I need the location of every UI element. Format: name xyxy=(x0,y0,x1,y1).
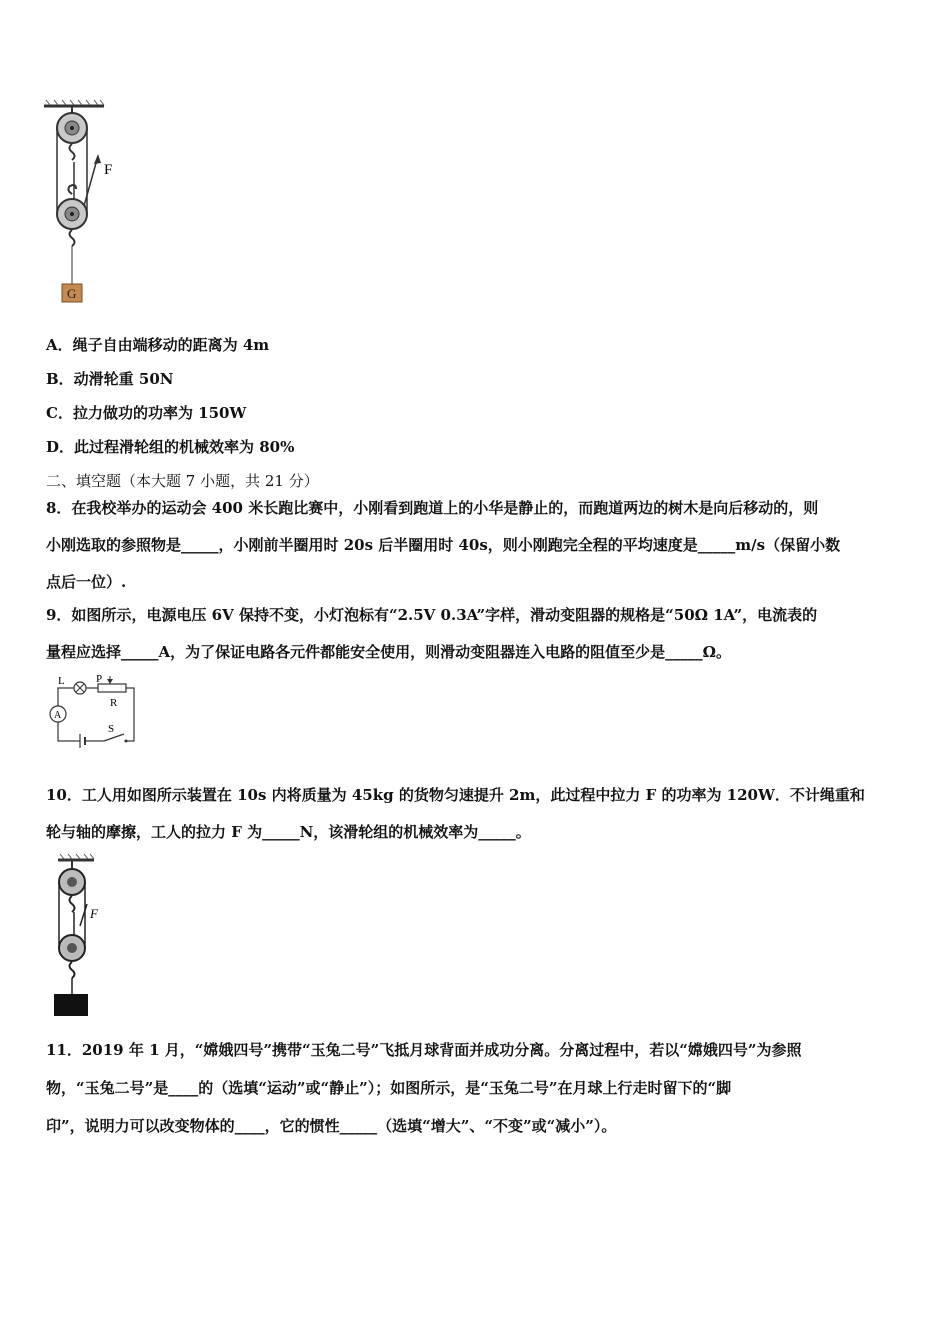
lamp-label: L xyxy=(58,675,65,687)
ammeter-label: A xyxy=(54,710,62,721)
pulley-figure-2 xyxy=(44,852,114,1022)
force-label-2: F xyxy=(90,906,98,921)
q11-line-1: 11．2019 年 1 月，“嫦娥四号”携带“玉兔二号”飞抵月球背面并成功分离。分离过程中，若以“嫦娥四号”为参照 xyxy=(46,1041,802,1059)
q8-line-3: 点后一位）. xyxy=(46,573,127,591)
weight-label: G xyxy=(67,286,77,301)
slider-label: P xyxy=(96,673,103,685)
q11-line-2: 物，“玉兔二号”是____的（选填“运动”或“静止”）；如图所示，是“玉兔二号”在月球上行走时留下的“脚 xyxy=(46,1079,732,1097)
pulley-figure-1 xyxy=(40,96,130,311)
circuit-diagram xyxy=(40,672,140,752)
q8-line-1: 8．在我校举办的运动会 400 米长跑比赛中，小刚看到跑道上的小华是静止的，而跑道两边的树木是向后移动的，则 xyxy=(46,499,819,517)
switch-label: S xyxy=(108,723,115,735)
q8-line-2: 小刚选取的参照物是_____，小刚前半圈用时 20s 后半圈用时 40s，则小刚跑完全程的平均速度是_____m/s（保留小数 xyxy=(46,536,841,554)
q10-line-1: 10．工人用如图所示装置在 10s 内将质量为 45kg 的货物匀速提升 2m，此过程中拉力 F 的功率为 120W．不计绳重和 xyxy=(46,786,865,804)
resistor-label: R xyxy=(110,697,118,709)
option-d: D．此过程滑轮组的机械效率为 80% xyxy=(46,438,295,456)
q9-line-2: 量程应选择_____A，为了保证电路各元件都能安全使用，则滑动变阻器连入电路的阻值至少是_____Ω。 xyxy=(46,643,731,661)
q10-line-2: 轮与轴的摩擦，工人的拉力 F 为_____N，该滑轮组的机械效率为_____。 xyxy=(46,823,531,841)
option-a: A．绳子自由端移动的距离为 4m xyxy=(46,336,270,354)
force-label: F xyxy=(104,162,113,178)
option-b: B．动滑轮重 50N xyxy=(46,370,174,388)
option-c: C．拉力做功的功率为 150W xyxy=(46,404,247,422)
q11-line-3: 印”，说明力可以改变物体的____，它的惯性_____（选填“增大”、“不变”或“减小”）。 xyxy=(46,1117,617,1135)
section-heading: 二、填空题（本大题 7 小题，共 21 分） xyxy=(46,472,319,490)
q9-line-1: 9．如图所示，电源电压 6V 保持不变，小灯泡标有“2.5V 0.3A”字样，滑动变阻器的规格是“50Ω 1A”，电流表的 xyxy=(46,606,818,624)
